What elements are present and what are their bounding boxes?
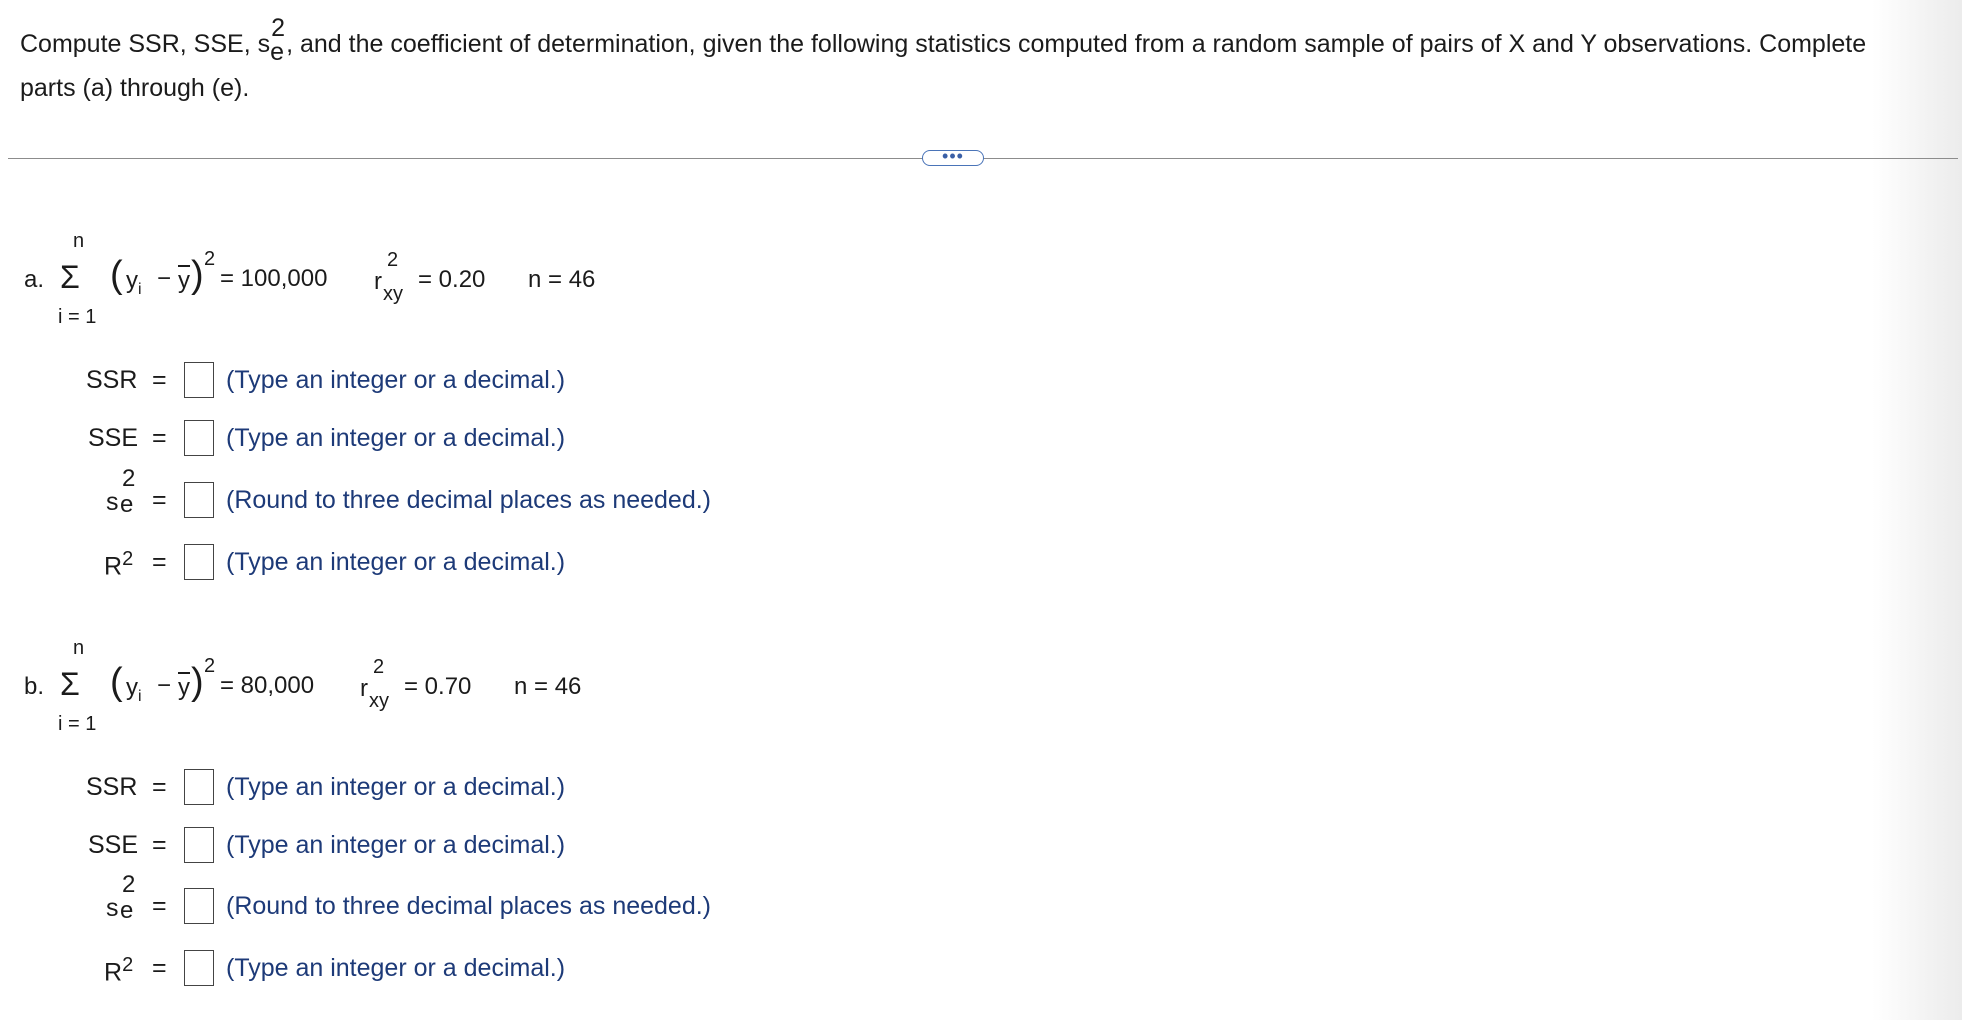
r-squared-label: $R^2$ [104,548,134,581]
r-subscript-xy: xy [383,283,403,305]
sum-upper-limit: n [73,230,85,252]
s-e-squared-exponent: 2 [122,871,136,898]
ssr-input[interactable] [184,769,214,805]
open-paren: ( [110,661,123,703]
r-squared-hint: (Type an integer or a decimal.) [226,548,566,576]
y-bar-symbol: $\overline{y}$ [178,267,190,294]
s-e-squared-symbol: 2 e [270,14,286,66]
equals-sign: = [152,773,167,801]
sigma-symbol: Σ [60,666,80,702]
sse-hint: (Type an integer or a decimal.) [226,831,566,859]
y-bar-symbol: $\overline{y}$ [178,674,190,701]
intro-text-line2: parts (a) through (e). [20,74,250,102]
s-e-squared-label: s [106,488,119,516]
squared-exponent: 2 [204,655,216,677]
part-b-letter: b. [24,673,45,700]
y-i-symbol: $y_i$ [126,674,142,705]
right-edge-shadow [1872,0,1962,1020]
more-options-button[interactable]: ••• [922,150,984,166]
intro-text-start: Compute SSR, SSE, s [20,30,271,58]
ssr-hint: (Type an integer or a decimal.) [226,366,566,394]
squared-exponent: 2 [204,248,216,270]
r-symbol: r [374,268,382,295]
question-text [20,14,1950,110]
sigma-symbol: Σ [60,259,80,295]
s-e-squared-hint: (Round to three decimal places as needed.) [226,486,712,514]
r-squared-input[interactable] [184,544,214,580]
sse-label: SSE [88,831,139,859]
sst-value: = 100,000 [220,265,328,292]
s-e-subscript: e [120,491,134,518]
sum-upper-limit: n [73,637,85,659]
sse-input[interactable] [184,827,214,863]
r-squared-hint: (Type an integer or a decimal.) [226,954,566,982]
r-squared-value: = 0.20 [418,266,486,293]
equals-sign: = [152,366,167,394]
s-e-squared-input[interactable] [184,888,214,924]
y-i-symbol: $y_i$ [126,267,142,298]
part-a-letter: a. [24,266,45,293]
equals-sign: = [152,831,167,859]
r-subscript-xy: xy [369,690,389,712]
sum-lower-limit: i = 1 [58,713,97,735]
s-e-squared-input[interactable] [184,482,214,518]
intro-text-end: , and the coefficient of determination, given the following statistics computed from a random sample of pairs of X and Y observations. Complete [286,30,1867,58]
sst-value: = 80,000 [220,672,315,699]
equals-sign: = [152,892,167,920]
equals-sign: = [152,486,167,514]
r-squared-value: = 0.70 [404,673,472,700]
sum-lower-limit: i = 1 [58,306,97,328]
sample-size: n = 46 [514,673,582,700]
ssr-label: SSR [86,366,138,394]
sse-label: SSE [88,424,139,452]
minus-sign: − [157,672,172,699]
minus-sign: − [157,265,172,292]
equals-sign: = [152,954,167,982]
s-e-subscript: e [120,897,134,924]
sse-input[interactable] [184,420,214,456]
ssr-label: SSR [86,773,138,801]
equals-sign: = [152,548,167,576]
s-e-squared-hint: (Round to three decimal places as needed.) [226,892,712,920]
r-squared-label: $R^2$ [104,954,134,987]
sse-hint: (Type an integer or a decimal.) [226,424,566,452]
ssr-hint: (Type an integer or a decimal.) [226,773,566,801]
s-e-squared-exponent: 2 [122,465,136,492]
open-paren: ( [110,254,123,296]
s-e-squared-label: s [106,894,119,922]
ssr-input[interactable] [184,362,214,398]
close-paren: ) [191,661,204,703]
close-paren: ) [191,254,204,296]
r-squared-exponent: 2 [387,249,399,271]
r-symbol: r [360,675,368,702]
sample-size: n = 46 [528,266,596,293]
equals-sign: = [152,424,167,452]
r-squared-input[interactable] [184,950,214,986]
r-squared-exponent: 2 [373,656,385,678]
